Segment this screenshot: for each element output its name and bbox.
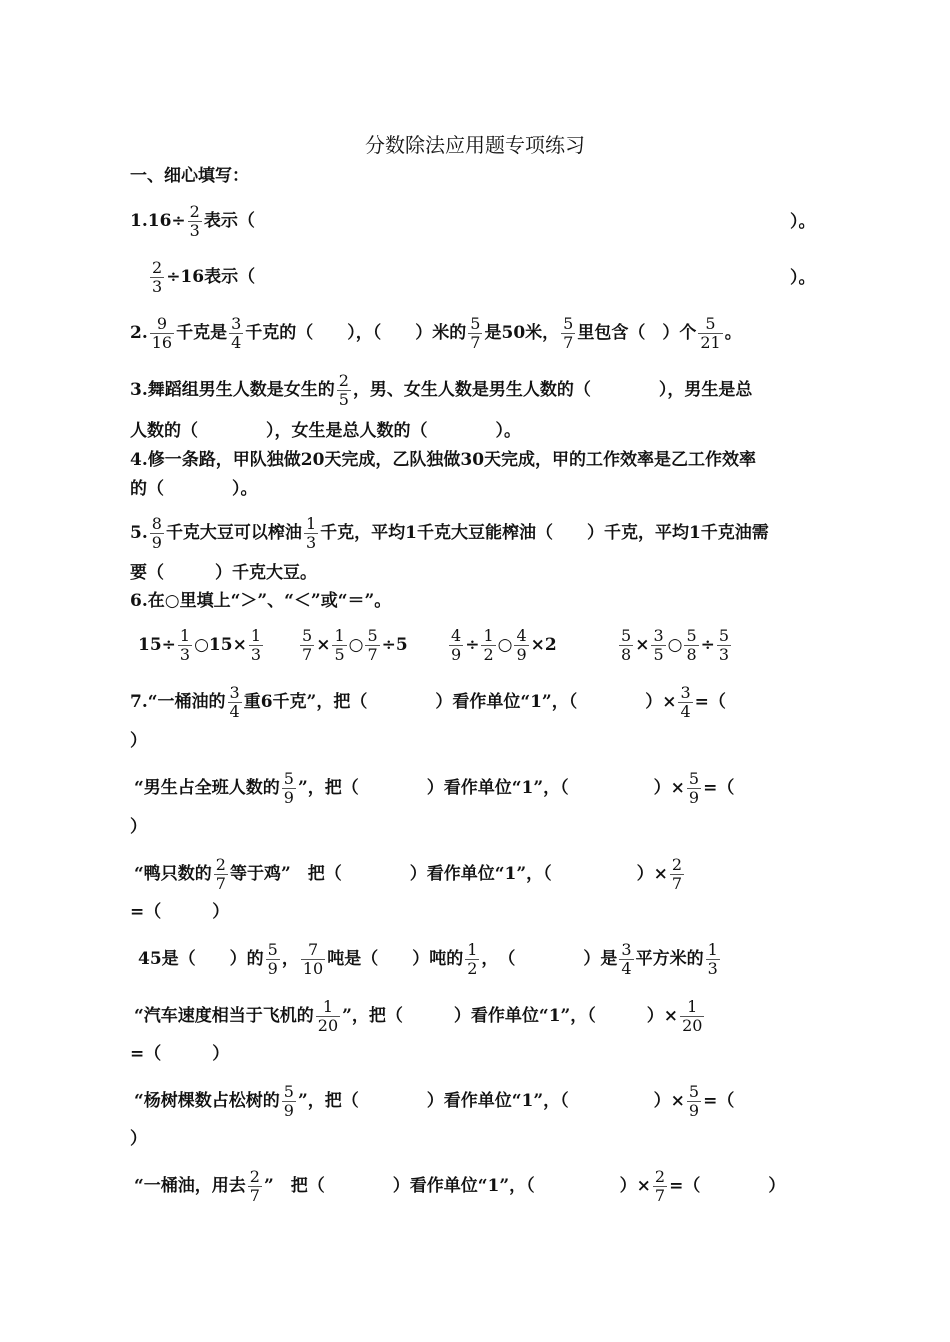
section-heading: 一、细心填写： <box>130 166 249 186</box>
fraction: $\frac{1}{3}$ <box>250 626 262 664</box>
question-2: 2. $\frac{9}{16}$ 千克是 $\frac{3}{4}$ 千克的（ ），（ ）米的 $\frac{5}{7}$ 是50米， $\frac{5}{7}$ 里包含（ ）个 $\frac{5}{21}$ 。 <box>130 314 742 352</box>
question-7-item-3: “鸭只数的 $\frac{2}{7}$ 等于鸡” 把（ ）看作单位“1”，（ ）× $\frac{2}{7}$ <box>134 855 683 893</box>
fraction: $\frac{3}{4}$ <box>680 683 691 721</box>
question-7-item-3-cont: =（ ） <box>130 902 230 922</box>
question-4-line2: 的（ ）。 <box>130 479 258 499</box>
fraction: $\frac{1}{3}$ <box>707 940 718 978</box>
question-7-item-2: “男生占全班人数的 $\frac{5}{9}$ ”，把（ ）看作单位“1”，（ ）× $\frac{5}{9}$ =（ <box>134 769 735 807</box>
question-4: 4.修一条路，甲队独做20天完成，乙队独做30天完成，甲的工作效率是乙工作效率 <box>130 450 757 470</box>
fraction: $\frac{2}{3}$ <box>152 258 163 296</box>
question-7-item-5: “汽车速度相当于飞机的 $\frac{1}{20}$ ”，把（ ）看作单位“1”，（ ）× $\frac{1}{20}$ <box>134 997 703 1035</box>
question-7-item-6-cont: ） <box>130 1129 147 1149</box>
fraction: $\frac{5}{8}$ <box>686 626 697 664</box>
fraction: $\frac{5}{7}$ <box>367 626 378 664</box>
question-7-item-1-cont: ） <box>130 731 147 751</box>
question-7-item-5-cont: =（ ） <box>130 1044 230 1064</box>
question-3-line2: 人数的（ ），女生是总人数的（ ）。 <box>130 421 521 441</box>
question-1a-close: ）。 <box>790 212 816 232</box>
question-1a: 1.16÷ $\frac{2}{3}$ 表示（ <box>130 202 255 240</box>
question-5: 5. $\frac{8}{9}$ 千克大豆可以榨油 $\frac{1}{3}$ 千克，平均1千克大豆能榨油（ ）千克，平均1千克油需 <box>130 514 769 552</box>
fraction: $\frac{5}{9}$ <box>283 769 294 807</box>
fraction: $\frac{3}{4}$ <box>231 314 242 352</box>
fraction: $\frac{7}{10}$ <box>302 940 324 978</box>
fraction: $\frac{5}{9}$ <box>688 1082 700 1120</box>
question-3: 3.舞蹈组男生人数是女生的 $\frac{2}{5}$ ，男、女生人数是男生人数的（ ），男生是总 <box>130 371 753 409</box>
fraction: $\frac{9}{16}$ <box>151 314 173 352</box>
fraction: $\frac{2}{7}$ <box>249 1167 260 1205</box>
fraction: $\frac{4}{9}$ <box>451 626 462 664</box>
fraction: $\frac{5}{7}$ <box>302 626 313 664</box>
fraction: $\frac{3}{4}$ <box>229 683 240 721</box>
fraction: $\frac{5}{9}$ <box>688 769 700 807</box>
question-7-item-4: 45是（ ）的 $\frac{5}{9}$ ， $\frac{7}{10}$ 吨是（ ）吨的 $\frac{1}{2}$ ， （ ）是 $\frac{3}{4}$ 平方米的 $\frac{1}{3}$ <box>138 940 718 978</box>
fraction: $\frac{2}{7}$ <box>654 1167 666 1205</box>
fraction: $\frac{2}{3}$ <box>189 202 200 240</box>
fraction: $\frac{1}{20}$ <box>682 997 703 1035</box>
fraction: $\frac{1}{2}$ <box>483 626 494 664</box>
fraction: $\frac{1}{2}$ <box>467 940 478 978</box>
question-7-item-7: “一桶油，用去 $\frac{2}{7}$ ” 把（ ）看作单位“1”，（ ）× $\frac{2}{7}$ =（ ） <box>134 1167 786 1205</box>
fraction: $\frac{5}{21}$ <box>700 314 721 352</box>
fraction: $\frac{5}{7}$ <box>470 314 481 352</box>
question-1b: $\frac{2}{3}$ ÷16表示（ <box>152 258 256 296</box>
fraction: $\frac{8}{9}$ <box>151 514 162 552</box>
question-5-line2: 要（ ）千克大豆。 <box>130 563 317 583</box>
page-title: 分数除法应用题专项练习 <box>365 133 585 157</box>
fraction: $\frac{2}{5}$ <box>338 371 349 409</box>
question-6: 6.在○里填上“＞”、“＜”或“＝”。 <box>130 591 392 611</box>
fraction: $\frac{1}{3}$ <box>305 514 317 552</box>
fraction: $\frac{3}{5}$ <box>653 626 664 664</box>
question-1b-close: ）。 <box>790 268 816 288</box>
fraction: $\frac{5}{9}$ <box>267 940 278 978</box>
fraction: $\frac{5}{8}$ <box>621 626 632 664</box>
compare-expr-3: $\frac{4}{9}$ ÷ $\frac{1}{2}$ ○ $\frac{4}{9}$ ×2 <box>451 626 557 664</box>
fraction: $\frac{1}{3}$ <box>179 626 191 664</box>
question-7-item-2-cont: ） <box>130 817 147 837</box>
compare-expr-4: $\frac{5}{8}$ × $\frac{3}{5}$ ○ $\frac{5}{8}$ ÷ $\frac{5}{3}$ <box>621 626 730 664</box>
compare-expr-1: 15÷ $\frac{1}{3}$ ○15× $\frac{1}{3}$ <box>138 626 262 664</box>
fraction: $\frac{4}{9}$ <box>516 626 527 664</box>
question-7-item-1: 7.“一桶油的 $\frac{3}{4}$ 重6千克”，把（ ）看作单位“1”，（ ）× $\frac{3}{4}$ =（ <box>130 683 726 721</box>
fraction: $\frac{1}{5}$ <box>334 626 345 664</box>
question-7-item-6: “杨树棵数占松树的 $\frac{5}{9}$ ”，把（ ）看作单位“1”，（ ）× $\frac{5}{9}$ =（ <box>134 1082 735 1120</box>
fraction: $\frac{1}{20}$ <box>317 997 339 1035</box>
fraction: $\frac{5}{9}$ <box>283 1082 294 1120</box>
fraction: $\frac{5}{7}$ <box>563 314 574 352</box>
fraction: $\frac{2}{7}$ <box>671 855 683 893</box>
fraction: $\frac{2}{7}$ <box>215 855 226 893</box>
compare-expr-2: $\frac{5}{7}$ × $\frac{1}{5}$ ○ $\frac{5}{7}$ ÷5 <box>302 626 408 664</box>
fraction: $\frac{3}{4}$ <box>621 940 632 978</box>
fraction: $\frac{5}{3}$ <box>718 626 730 664</box>
